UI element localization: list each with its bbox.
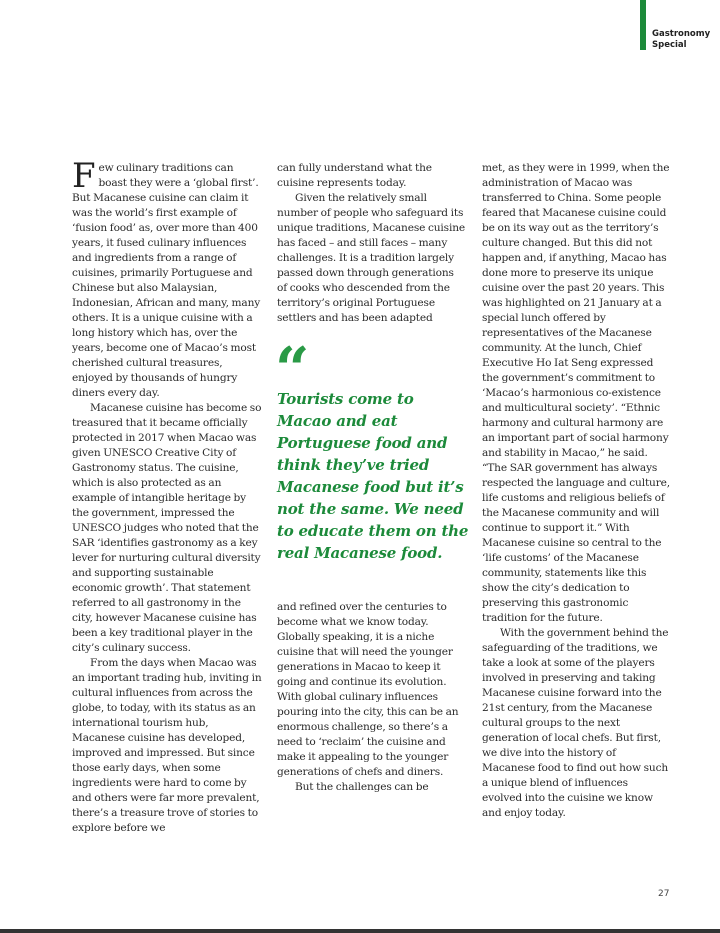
section-label-line2: Special bbox=[652, 40, 687, 50]
quote-mark-icon: “ bbox=[275, 335, 310, 405]
paragraph: met, as they were in 1999, when the administration of Macao was transferred to China. Some people feared that Macanese cuisine could be on its way out as the territory’s culture changed. But this did not happen and, if anything, Macao has done more to preserve its unique cuisine over the past 20 years. This was highlighted on 21 January at a special lunch offered by representatives of the Macanese community. At the lunch, Chief Executive Ho Iat Seng expressed the government’s commitment to ‘Macao’s harmonious co-existence and multicultural society’. “Ethnic harmony and cultural harmony are an important part of social harmony and stability in Macao,” he said. “The SAR government has always respected the language and culture, life customs and religious beliefs of the Macanese community and will continue to support it.” With Macanese cuisine so central to the ‘life customs’ of the Macanese community, statements like this show the city’s dedication to preserving this gastronomic tradition for the future. bbox=[482, 162, 670, 624]
paragraph: can fully understand what the cuisine represents today. bbox=[277, 162, 432, 189]
paragraph: Given the relatively small number of people who safeguard its unique traditions, Macanese cuisine has faced – and still faces – many challenges. It is a tradition largely passed down through generations of cooks who descended from the territory’s original Portuguese settlers and has been adapted bbox=[277, 192, 465, 324]
paragraph: From the days when Macao was an important trading hub, inviting in cultural influences from across the globe, to today, with its status as an international tourism hub, Macanese cuisine has developed, improved and impressed. But since those early days, when some ingredients were hard to come by and others were far more prevalent, there’s a treasure trove of stories to explore before we bbox=[72, 657, 262, 834]
paragraph: and refined over the centuries to become what we know today. Globally speaking, it is a niche cuisine that will need the younger generations in Macao to keep it going and continue its evolution. With global culinary influences pouring into the city, this can be an enormous challenge, so there’s a need to ‘reclaim’ the cuisine and make it appealing to the younger generations of chefs and diners. bbox=[277, 601, 459, 778]
article-column-2-bottom bbox=[277, 600, 465, 795]
drop-cap: F bbox=[72, 156, 96, 196]
article-column-1 bbox=[72, 156, 262, 836]
page-number: 27 bbox=[658, 889, 670, 899]
section-accent-bar bbox=[640, 0, 646, 50]
section-label-line1: Gastronomy bbox=[652, 29, 711, 39]
paragraph: Macanese cuisine has become so treasured that it became officially protected in 2017 when Macao was given UNESCO Creative City of Gastronomy status. The cuisine, which is also protected as an example of intangible heritage by the government, impressed the UNESCO judges who noted that the SAR ‘identifies gastronomy as a key lever for nurturing cultural diversity and supporting sustainable economic growth’. That statement referred to all gastronomy in the city, however Macanese cuisine has been a key traditional player in the city’s culinary success. bbox=[72, 402, 262, 654]
article-column-3 bbox=[482, 161, 670, 821]
paragraph bbox=[72, 156, 262, 401]
article-column-2-top bbox=[277, 161, 465, 326]
pull-quote: Tourists come to Macao and eat Portuguese food and think they’ve tried Macanese food but it’s not the same. We need to educate them on the real Macanese food. bbox=[277, 390, 469, 562]
paragraph: But the challenges can be bbox=[295, 781, 429, 793]
bottom-edge-bar bbox=[0, 929, 720, 933]
section-label bbox=[652, 29, 718, 51]
paragraph-text: ew culinary traditions can boast they were a ‘global first’. But Macanese cuisine can claim it was the world’s first example of ‘fusion food’ as, over more than 400 years, it fused culinary influences and ingredients from a range of cuisines, primarily Portuguese and Chinese but also Malaysian, Indonesian, African and many, many others. It is a unique cuisine with a long history which has, over the years, become one of Macao’s most cherished cultural treasures, enjoyed by thousands of hungry diners every day. bbox=[72, 162, 261, 399]
paragraph: With the government behind the safeguarding of the traditions, we take a look at some of the players involved in preserving and taking Macanese cuisine forward into the 21st century, from the Macanese cultural groups to the next generation of local chefs. But first, we dive into the history of Macanese food to find out how such a unique blend of influences evolved into the cuisine we know and enjoy today. bbox=[482, 627, 669, 819]
